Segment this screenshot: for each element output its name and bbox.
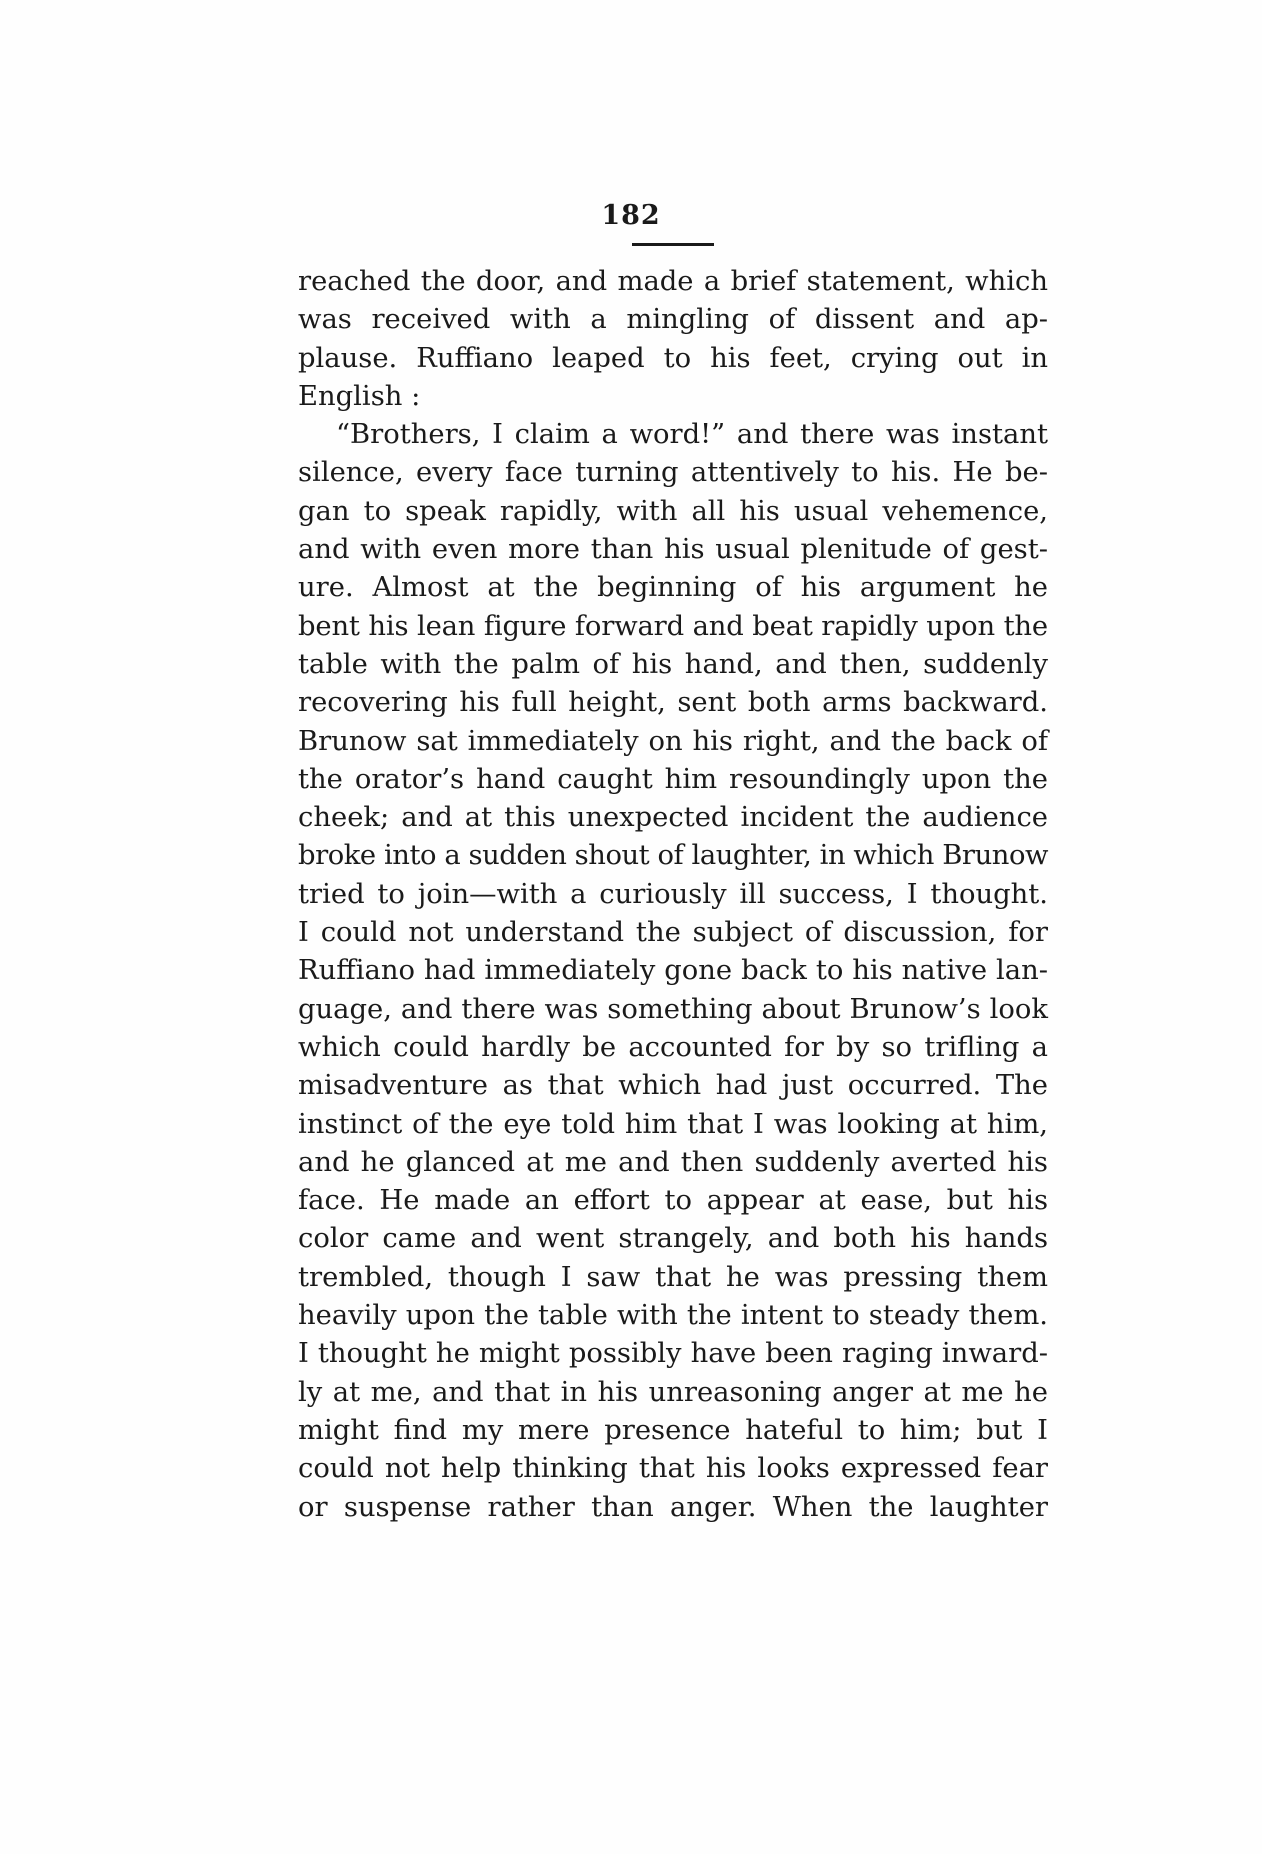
text-line: misadventure as that which had just occurred. The [298, 1070, 1048, 1102]
text-line: reached the door, and made a brief statement, which [298, 266, 1048, 297]
text-line: the orator’s hand caught him resoundingly upon the [298, 763, 1048, 795]
text-line: I thought he might possibly have been raging inward- [298, 1338, 1048, 1370]
text-line: and he glanced at me and then suddenly averted his [298, 1146, 1048, 1178]
page-number: 182 [601, 200, 661, 231]
text-line: and with even more than his usual plenitude of gest- [298, 534, 1048, 566]
text-line: bent his lean figure forward and beat rapidly upon the [298, 610, 1048, 642]
text-line: silence, every face turning attentively to his. He be- [298, 457, 1048, 489]
text-line: guage, and there was something about Brunow’s look [298, 993, 1048, 1025]
text-line: recovering his full height, sent both arms backward. [298, 687, 1048, 719]
text-line: tried to join—with a curiously ill success, I thought. [298, 878, 1048, 910]
text-line: heavily upon the table with the intent to steady them. [298, 1300, 1048, 1332]
text-line: cheek; and at this unexpected incident the audience [298, 802, 1048, 834]
text-line: plause. Ruffiano leaped to his feet, crying out in [298, 342, 1048, 374]
text-line: or suspense rather than anger. When the laughter [298, 1491, 1048, 1523]
text-line: Ruffiano had immediately gone back to his native lan- [298, 955, 1048, 987]
body-text [298, 263, 1048, 1527]
text-line: was received with a mingling of dissent and ap- [298, 304, 1048, 336]
text-line: Brunow sat immediately on his right, and the back of [298, 725, 1048, 757]
text-line: I could not understand the subject of discussion, for [298, 917, 1048, 949]
page-number-rule [632, 243, 714, 246]
text-line: table with the palm of his hand, and then, suddenly [298, 648, 1048, 680]
text-line: face. He made an effort to appear at ease, but his [298, 1185, 1048, 1217]
text-line: color came and went strangely, and both his hands [298, 1223, 1048, 1255]
text-line: trembled, though I saw that he was pressing them [298, 1261, 1048, 1293]
text-line: might find my mere presence hateful to him; but I [298, 1414, 1048, 1446]
text-line: English : [298, 380, 421, 412]
text-line: which could hardly be accounted for by so trifling a [298, 1031, 1048, 1063]
text-line: ly at me, and that in his unreasoning anger at me he [298, 1376, 1048, 1408]
text-line: ure. Almost at the beginning of his argument he [298, 572, 1048, 604]
text-line: could not help thinking that his looks expressed fear [298, 1453, 1048, 1485]
text-line: broke into a sudden shout of laughter, in which Brunow [298, 840, 1048, 872]
text-line: “Brothers, I claim a word!” and there was instant [336, 419, 1048, 451]
text-line: instinct of the eye told him that I was looking at him, [298, 1108, 1048, 1140]
text-line: gan to speak rapidly, with all his usual vehemence, [298, 495, 1048, 527]
